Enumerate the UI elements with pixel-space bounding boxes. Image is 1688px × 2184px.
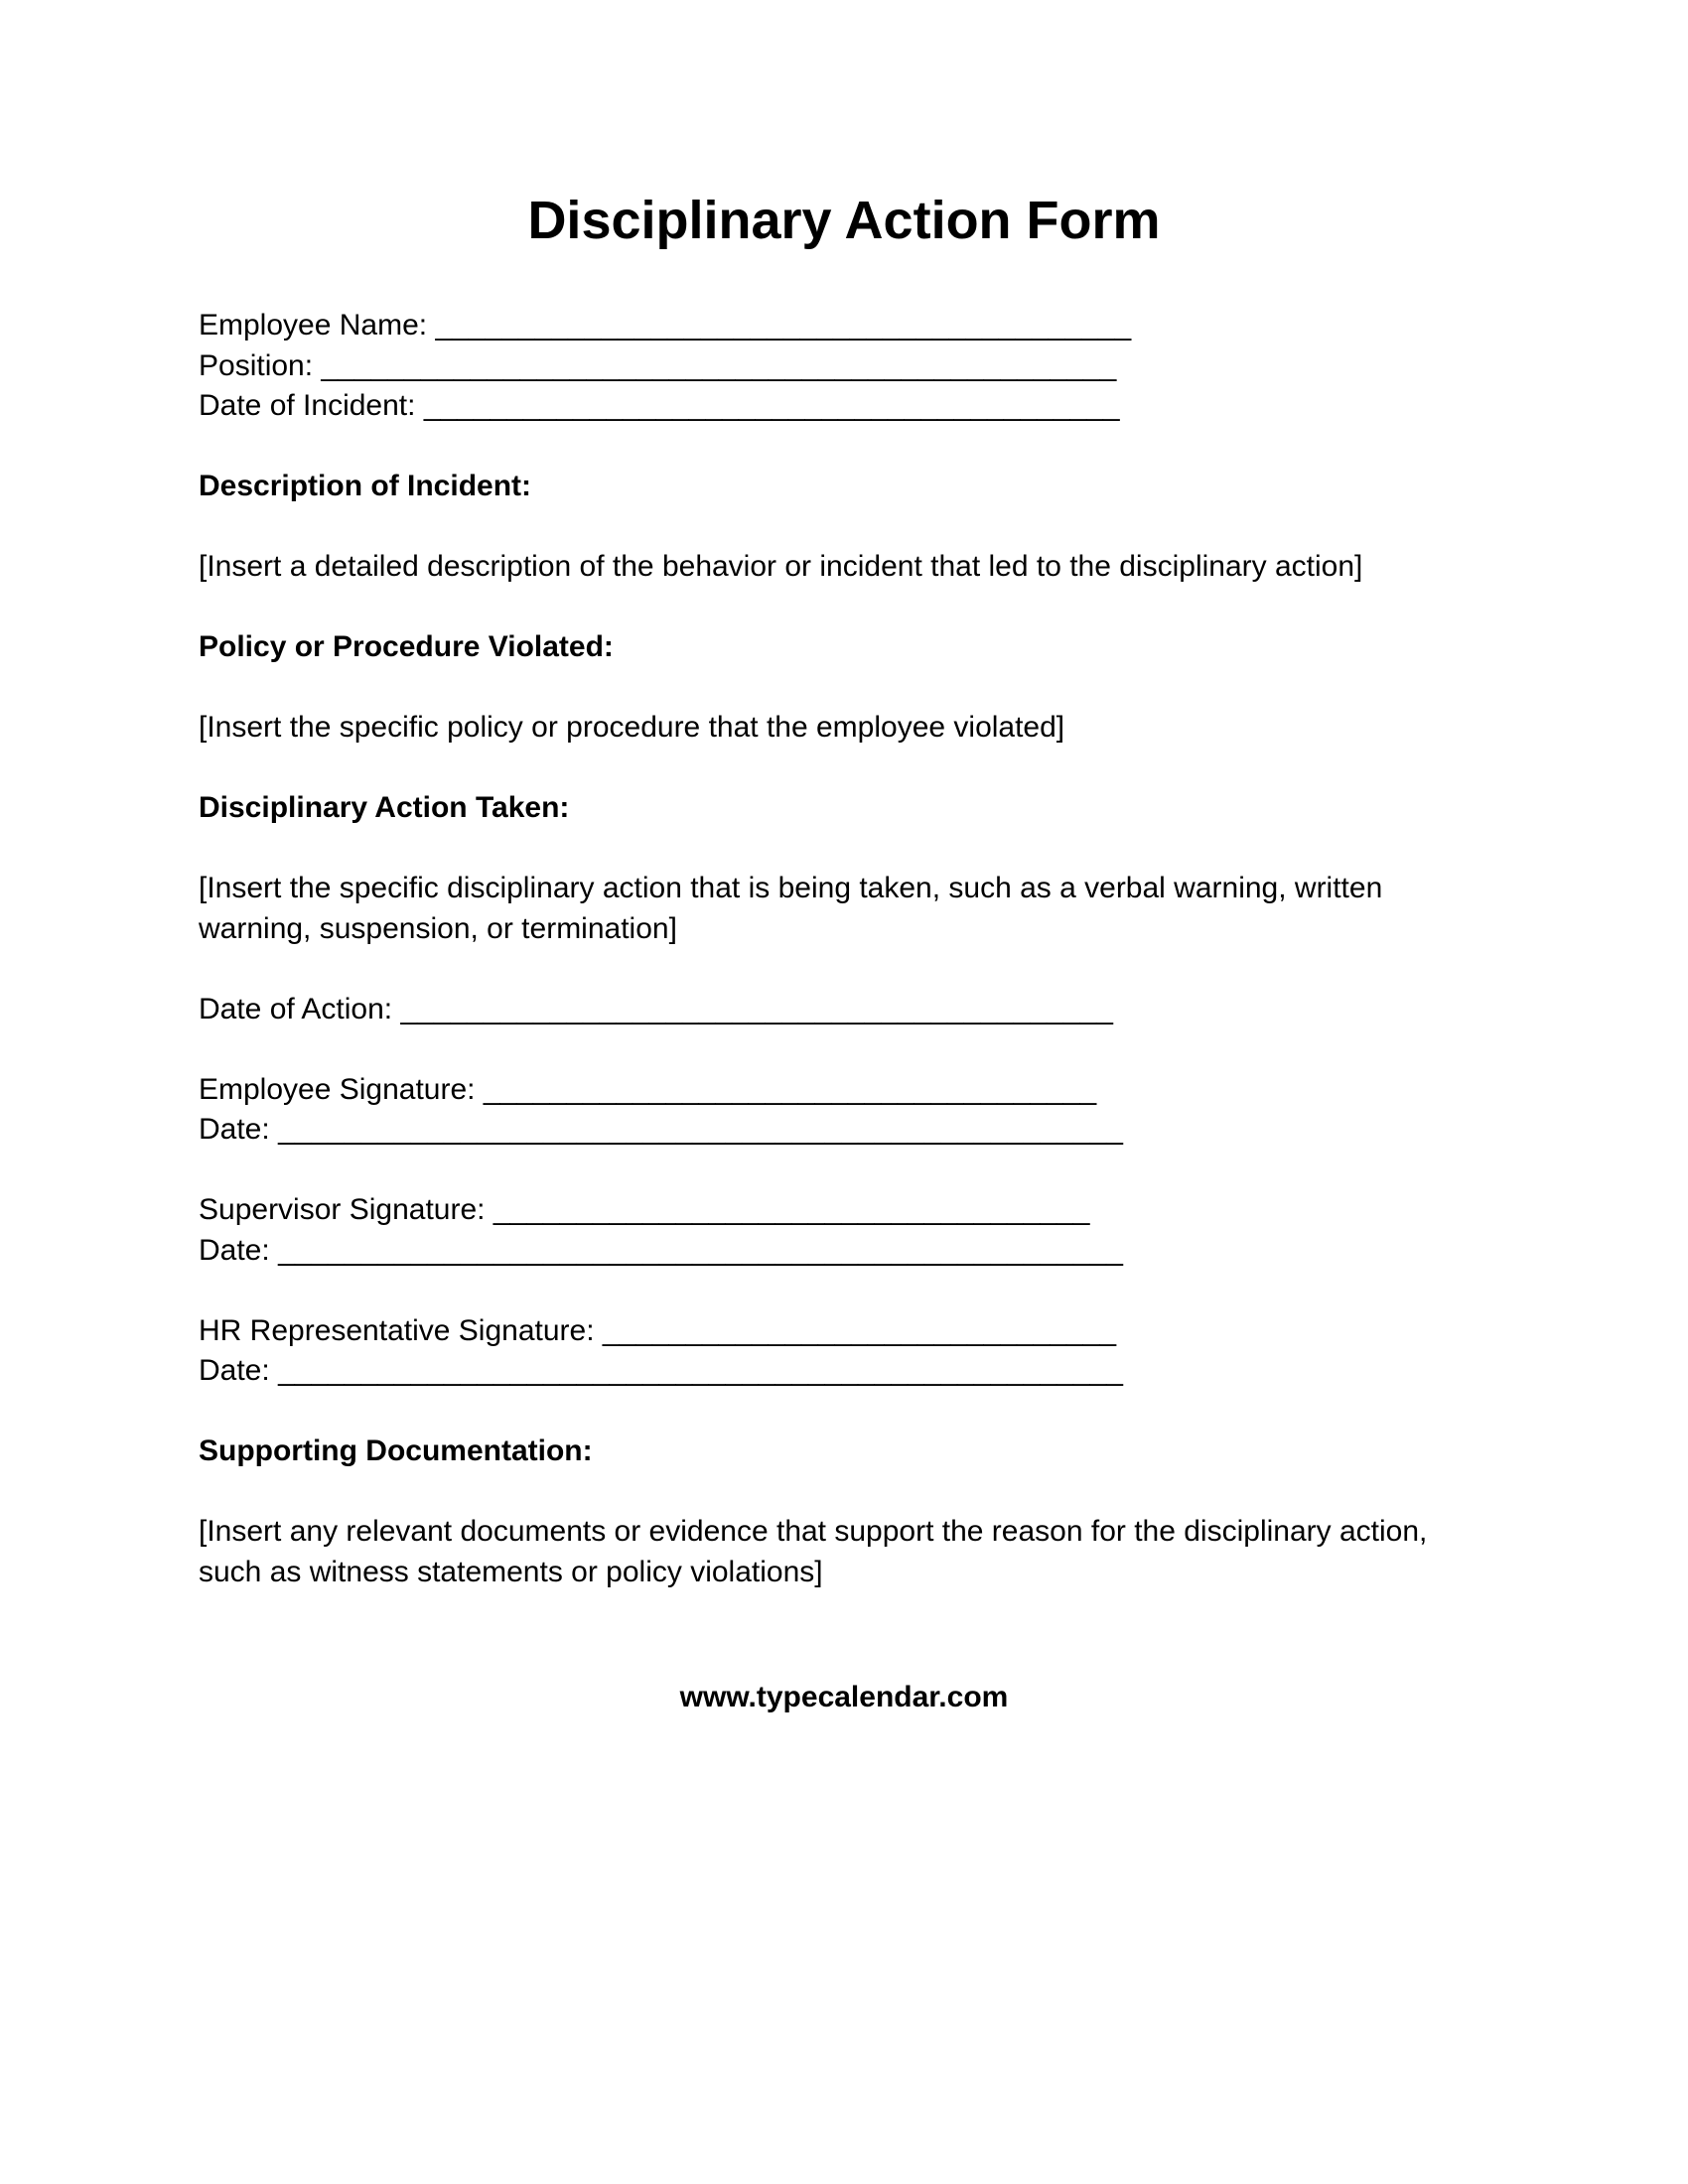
employee-signature-date-blank: ___________________________________________________ [278,1113,1123,1146]
employee-signature-field [199,1070,1489,1111]
supervisor-signature-date-field [199,1231,1489,1272]
policy-heading: Policy or Procedure Violated: [199,630,614,663]
employee-signature-date-label: Date: [199,1113,270,1146]
employee-signature-date-field [199,1110,1489,1151]
position-blank: ________________________________________________ [321,348,1117,382]
form-body [199,306,1489,1592]
hr-signature-field [199,1311,1489,1352]
employee-name-label: Employee Name: [199,309,428,341]
supervisor-signature-blank: ____________________________________ [492,1193,1090,1226]
description-heading: Description of Incident: [199,470,532,502]
supervisor-signature-date-label: Date: [199,1233,270,1267]
date-of-action-field [199,990,1489,1030]
date-of-incident-blank: __________________________________________ [423,389,1120,422]
hr-signature-label: HR Representative Signature: [199,1313,595,1347]
supervisor-signature-field [199,1190,1489,1231]
supervisor-signature-date-blank: ___________________________________________________ [278,1233,1123,1267]
supporting-heading: Supporting Documentation: [199,1434,593,1467]
hr-signature-blank: _______________________________ [602,1313,1117,1347]
supervisor-signature-label: Supervisor Signature: [199,1193,486,1226]
employee-name-field [199,306,1489,346]
hr-signature-date-label: Date: [199,1354,270,1387]
action-heading: Disciplinary Action Taken: [199,791,570,824]
footer-website: www.typecalendar.com [679,1681,1009,1713]
employee-signature-label: Employee Signature: [199,1072,476,1106]
date-of-action-blank: ___________________________________________ [400,992,1113,1025]
supporting-text: [Insert any relevant documents or evidence that support the reason for the disciplinary action, such as witness statements or policy violations] [199,1515,1428,1588]
policy-text: [Insert the specific policy or procedure that the employee violated] [199,711,1065,744]
employee-name-blank: __________________________________________ [435,309,1132,341]
position-field [199,346,1489,387]
hr-signature-date-blank: ___________________________________________________ [278,1354,1123,1387]
date-of-incident-label: Date of Incident: [199,389,416,422]
date-of-action-label: Date of Action: [199,992,393,1025]
position-label: Position: [199,348,314,382]
employee-signature-blank: _____________________________________ [483,1072,1097,1106]
description-text: [Insert a detailed description of the behavior or incident that led to the disciplinary action] [199,550,1363,583]
action-text: [Insert the specific disciplinary action that is being taken, such as a verbal warning, written warning, suspension, or termination] [199,872,1383,945]
date-of-incident-field [199,386,1489,427]
hr-signature-date-field [199,1351,1489,1392]
page-title: Disciplinary Action Form [527,191,1161,250]
